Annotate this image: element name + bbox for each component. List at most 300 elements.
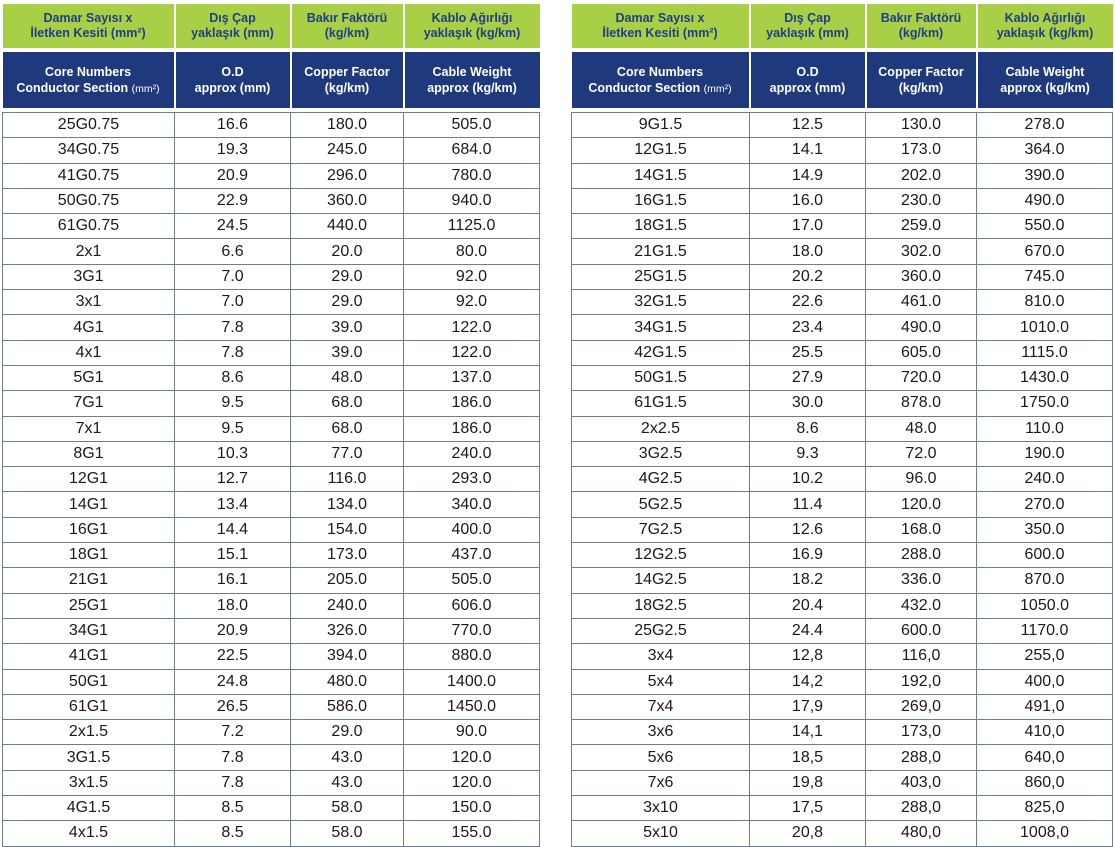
- core-numbers-cell: 4x1.5: [3, 821, 175, 846]
- core-numbers-cell: 3x1.5: [3, 770, 175, 795]
- cable-weight-cell: 340.0: [404, 492, 540, 517]
- table-row: [3, 264, 540, 289]
- cable-weight-cell: 825,0: [977, 796, 1113, 821]
- cable-weight-cell: 770.0: [404, 618, 540, 643]
- cable-weight-cell: 150.0: [404, 796, 540, 821]
- table-row: [3, 492, 540, 517]
- core-numbers-cell: 14G2.5: [572, 568, 750, 593]
- outer-diameter-cell: 25.5: [750, 340, 866, 365]
- core-numbers-header-tr: Damar Sayısı x İletken Kesiti (mm²): [3, 4, 175, 50]
- table-row: [572, 517, 1113, 542]
- copper-factor-cell: 720.0: [866, 365, 977, 390]
- core-numbers-cell: 8G1: [3, 441, 175, 466]
- header-row-turkish: [3, 4, 540, 50]
- outer-diameter-cell: 10.3: [175, 441, 291, 466]
- copper-factor-cell: 192,0: [866, 669, 977, 694]
- cable-weight-cell: 278.0: [977, 113, 1113, 138]
- cable-weight-cell: 860,0: [977, 770, 1113, 795]
- cable-weight-header-tr: Kablo Ağırlığı yaklaşık (kg/km): [404, 4, 540, 50]
- outer-diameter-cell: 8.6: [750, 416, 866, 441]
- copper-factor-header-en: Copper Factor (kg/km): [866, 50, 977, 108]
- table-row: [572, 188, 1113, 213]
- header-row-english: [572, 50, 1113, 108]
- core-numbers-cell: 14G1: [3, 492, 175, 517]
- cable-weight-cell: 190.0: [977, 441, 1113, 466]
- copper-factor-cell: 48.0: [291, 365, 404, 390]
- core-numbers-cell: 16G1: [3, 517, 175, 542]
- copper-factor-cell: 240.0: [291, 593, 404, 618]
- core-numbers-cell: 4x1: [3, 340, 175, 365]
- table-row: [3, 290, 540, 315]
- table-row: [3, 315, 540, 340]
- table-row: [3, 694, 540, 719]
- core-numbers-cell: 41G0.75: [3, 163, 175, 188]
- cable-weight-cell: 880.0: [404, 644, 540, 669]
- core-numbers-cell: 4G1.5: [3, 796, 175, 821]
- core-numbers-cell: 50G1: [3, 669, 175, 694]
- outer-diameter-cell: 20.2: [750, 264, 866, 289]
- outer-diameter-cell: 6.6: [175, 239, 291, 264]
- table-row: [3, 720, 540, 745]
- table-row: [572, 214, 1113, 239]
- cable-weight-cell: 186.0: [404, 416, 540, 441]
- copper-factor-cell: 116.0: [291, 467, 404, 492]
- copper-factor-cell: 480,0: [866, 821, 977, 846]
- outer-diameter-cell: 18,5: [750, 745, 866, 770]
- copper-factor-cell: 336.0: [866, 568, 977, 593]
- outer-diameter-cell: 19.3: [175, 138, 291, 163]
- outer-diameter-cell: 16.9: [750, 543, 866, 568]
- core-numbers-cell: 3x1: [3, 290, 175, 315]
- core-numbers-cell: 61G1: [3, 694, 175, 719]
- copper-factor-header-en: Copper Factor (kg/km): [291, 50, 404, 108]
- core-numbers-cell: 3G1.5: [3, 745, 175, 770]
- copper-factor-cell: 461.0: [866, 290, 977, 315]
- copper-factor-cell: 68.0: [291, 391, 404, 416]
- table-row: [572, 770, 1113, 795]
- copper-factor-cell: 600.0: [866, 618, 977, 643]
- table-body: [572, 108, 1113, 846]
- cable-weight-cell: 255,0: [977, 644, 1113, 669]
- core-numbers-cell: 2x1: [3, 239, 175, 264]
- copper-factor-cell: 48.0: [866, 416, 977, 441]
- table-row: [3, 163, 540, 188]
- cable-weight-cell: 1125.0: [404, 214, 540, 239]
- cable-weight-cell: 122.0: [404, 340, 540, 365]
- table-header: [3, 4, 540, 108]
- cable-weight-cell: 92.0: [404, 264, 540, 289]
- table-row: [572, 163, 1113, 188]
- core-numbers-cell: 18G1: [3, 543, 175, 568]
- cable-weight-cell: 1010.0: [977, 315, 1113, 340]
- outer-diameter-cell: 17,9: [750, 694, 866, 719]
- outer-diameter-cell: 18.0: [750, 239, 866, 264]
- core-numbers-cell: 7G1: [3, 391, 175, 416]
- outer-diameter-cell: 9.5: [175, 416, 291, 441]
- table-row: [572, 720, 1113, 745]
- outer-diameter-cell: 22.6: [750, 290, 866, 315]
- core-numbers-cell: 21G1.5: [572, 239, 750, 264]
- outer-diameter-cell: 14.4: [175, 517, 291, 542]
- table-row: [572, 644, 1113, 669]
- core-numbers-cell: 2x2.5: [572, 416, 750, 441]
- cable-weight-cell: 940.0: [404, 188, 540, 213]
- core-numbers-cell: 18G2.5: [572, 593, 750, 618]
- outer-diameter-cell: 30.0: [750, 391, 866, 416]
- cable-weight-cell: 155.0: [404, 821, 540, 846]
- table-row: [572, 340, 1113, 365]
- outer-diameter-header-tr: Dış Çap yaklaşık (mm): [175, 4, 291, 50]
- copper-factor-cell: 43.0: [291, 770, 404, 795]
- table-row: [572, 618, 1113, 643]
- cable-weight-cell: 122.0: [404, 315, 540, 340]
- outer-diameter-cell: 17,5: [750, 796, 866, 821]
- cable-weight-cell: 390.0: [977, 163, 1113, 188]
- table-row: [572, 138, 1113, 163]
- outer-diameter-cell: 20.9: [175, 618, 291, 643]
- outer-diameter-cell: 20.9: [175, 163, 291, 188]
- core-numbers-cell: 25G2.5: [572, 618, 750, 643]
- outer-diameter-cell: 16.1: [175, 568, 291, 593]
- table-row: [572, 745, 1113, 770]
- copper-factor-cell: 205.0: [291, 568, 404, 593]
- outer-diameter-cell: 8.5: [175, 821, 291, 846]
- copper-factor-cell: 72.0: [866, 441, 977, 466]
- copper-factor-cell: 29.0: [291, 264, 404, 289]
- cable-weight-cell: 110.0: [977, 416, 1113, 441]
- table-row: [572, 416, 1113, 441]
- copper-factor-cell: 432.0: [866, 593, 977, 618]
- core-numbers-cell: 3x10: [572, 796, 750, 821]
- outer-diameter-cell: 8.5: [175, 796, 291, 821]
- cable-weight-cell: 1450.0: [404, 694, 540, 719]
- table-row: [3, 416, 540, 441]
- header-row-english: [3, 50, 540, 108]
- cable-weight-cell: 1050.0: [977, 593, 1113, 618]
- cable-weight-cell: 240.0: [977, 467, 1113, 492]
- cable-weight-cell: 350.0: [977, 517, 1113, 542]
- copper-factor-cell: 245.0: [291, 138, 404, 163]
- core-numbers-cell: 25G0.75: [3, 113, 175, 138]
- table-row: [572, 239, 1113, 264]
- table-row: [572, 365, 1113, 390]
- table-row: [3, 669, 540, 694]
- cable-weight-cell: 745.0: [977, 264, 1113, 289]
- cable-weight-cell: 364.0: [977, 138, 1113, 163]
- copper-factor-cell: 116,0: [866, 644, 977, 669]
- outer-diameter-cell: 20,8: [750, 821, 866, 846]
- outer-diameter-cell: 16.0: [750, 188, 866, 213]
- core-numbers-cell: 12G1.5: [572, 138, 750, 163]
- core-numbers-cell: 21G1: [3, 568, 175, 593]
- core-numbers-cell: 61G1.5: [572, 391, 750, 416]
- core-numbers-cell: 7x1: [3, 416, 175, 441]
- cable-weight-cell: 293.0: [404, 467, 540, 492]
- table-row: [572, 821, 1113, 846]
- core-numbers-cell: 9G1.5: [572, 113, 750, 138]
- cable-weight-cell: 550.0: [977, 214, 1113, 239]
- copper-factor-cell: 58.0: [291, 821, 404, 846]
- cable-weight-cell: 505.0: [404, 568, 540, 593]
- table-row: [572, 593, 1113, 618]
- core-numbers-cell: 7x4: [572, 694, 750, 719]
- cable-weight-cell: 410,0: [977, 720, 1113, 745]
- table-row: [572, 290, 1113, 315]
- table-row: [3, 441, 540, 466]
- copper-factor-cell: 878.0: [866, 391, 977, 416]
- table-body: [3, 108, 540, 846]
- core-numbers-cell: 41G1: [3, 644, 175, 669]
- table-row: [572, 264, 1113, 289]
- outer-diameter-cell: 11.4: [750, 492, 866, 517]
- core-numbers-header-en: Core Numbers Conductor Section (mm²): [3, 50, 175, 108]
- copper-factor-cell: 130.0: [866, 113, 977, 138]
- core-numbers-cell: 25G1.5: [572, 264, 750, 289]
- copper-factor-cell: 68.0: [291, 416, 404, 441]
- core-numbers-header-tr: Damar Sayısı x İletken Kesiti (mm²): [572, 4, 750, 50]
- table-row: [572, 568, 1113, 593]
- core-numbers-cell: 3G2.5: [572, 441, 750, 466]
- copper-factor-cell: 77.0: [291, 441, 404, 466]
- outer-diameter-cell: 18.2: [750, 568, 866, 593]
- copper-factor-cell: 39.0: [291, 315, 404, 340]
- cable-weight-cell: 1008,0: [977, 821, 1113, 846]
- copper-factor-cell: 394.0: [291, 644, 404, 669]
- outer-diameter-cell: 22.9: [175, 188, 291, 213]
- outer-diameter-cell: 24.5: [175, 214, 291, 239]
- cable-weight-cell: 490.0: [977, 188, 1113, 213]
- cable-weight-cell: 400.0: [404, 517, 540, 542]
- core-numbers-cell: 61G0.75: [3, 214, 175, 239]
- cable-table-right: [571, 4, 1113, 847]
- copper-factor-cell: 296.0: [291, 163, 404, 188]
- outer-diameter-cell: 27.9: [750, 365, 866, 390]
- cable-weight-cell: 1400.0: [404, 669, 540, 694]
- table-row: [3, 543, 540, 568]
- table-row: [3, 745, 540, 770]
- outer-diameter-cell: 7.8: [175, 745, 291, 770]
- cable-weight-header-en: Cable Weight approx (kg/km): [404, 50, 540, 108]
- outer-diameter-cell: 7.8: [175, 315, 291, 340]
- copper-factor-cell: 403,0: [866, 770, 977, 795]
- outer-diameter-cell: 12.6: [750, 517, 866, 542]
- copper-factor-cell: 605.0: [866, 340, 977, 365]
- outer-diameter-cell: 20.4: [750, 593, 866, 618]
- outer-diameter-cell: 19,8: [750, 770, 866, 795]
- cable-weight-cell: 1170.0: [977, 618, 1113, 643]
- cable-weight-cell: 670.0: [977, 239, 1113, 264]
- table-row: [572, 669, 1113, 694]
- outer-diameter-header-en: O.D approx (mm): [750, 50, 866, 108]
- table-row: [3, 340, 540, 365]
- copper-factor-cell: 180.0: [291, 113, 404, 138]
- copper-factor-cell: 173.0: [866, 138, 977, 163]
- copper-factor-cell: 29.0: [291, 290, 404, 315]
- cable-weight-header-en: Cable Weight approx (kg/km): [977, 50, 1113, 108]
- outer-diameter-header-en: O.D approx (mm): [175, 50, 291, 108]
- outer-diameter-cell: 7.8: [175, 770, 291, 795]
- copper-factor-cell: 302.0: [866, 239, 977, 264]
- copper-factor-cell: 154.0: [291, 517, 404, 542]
- table-row: [572, 543, 1113, 568]
- table-row: [572, 796, 1113, 821]
- copper-factor-cell: 360.0: [291, 188, 404, 213]
- outer-diameter-cell: 12.5: [750, 113, 866, 138]
- outer-diameter-cell: 9.3: [750, 441, 866, 466]
- copper-factor-header-tr: Bakır Faktörü (kg/km): [866, 4, 977, 50]
- table-row: [3, 568, 540, 593]
- outer-diameter-cell: 16.6: [175, 113, 291, 138]
- copper-factor-cell: 326.0: [291, 618, 404, 643]
- copper-factor-header-tr: Bakır Faktörü (kg/km): [291, 4, 404, 50]
- outer-diameter-cell: 9.5: [175, 391, 291, 416]
- copper-factor-cell: 134.0: [291, 492, 404, 517]
- outer-diameter-cell: 12.7: [175, 467, 291, 492]
- outer-diameter-cell: 7.0: [175, 290, 291, 315]
- outer-diameter-cell: 14,2: [750, 669, 866, 694]
- outer-diameter-cell: 13.4: [175, 492, 291, 517]
- cable-weight-cell: 92.0: [404, 290, 540, 315]
- table-row: [3, 618, 540, 643]
- outer-diameter-cell: 15.1: [175, 543, 291, 568]
- core-numbers-cell: 5G1: [3, 365, 175, 390]
- core-numbers-cell: 2x1.5: [3, 720, 175, 745]
- cable-weight-cell: 491,0: [977, 694, 1113, 719]
- table-row: [572, 113, 1113, 138]
- table-row: [3, 188, 540, 213]
- cable-weight-cell: 1115.0: [977, 340, 1113, 365]
- copper-factor-cell: 96.0: [866, 467, 977, 492]
- outer-diameter-cell: 23.4: [750, 315, 866, 340]
- cable-weight-header-tr: Kablo Ağırlığı yaklaşık (kg/km): [977, 4, 1113, 50]
- copper-factor-cell: 58.0: [291, 796, 404, 821]
- outer-diameter-cell: 7.2: [175, 720, 291, 745]
- table-header: [572, 4, 1113, 108]
- outer-diameter-cell: 14.1: [750, 138, 866, 163]
- core-numbers-cell: 50G0.75: [3, 188, 175, 213]
- cable-weight-cell: 437.0: [404, 543, 540, 568]
- cable-weight-cell: 1430.0: [977, 365, 1113, 390]
- core-numbers-cell: 18G1.5: [572, 214, 750, 239]
- core-numbers-cell: 12G1: [3, 467, 175, 492]
- outer-diameter-cell: 12,8: [750, 644, 866, 669]
- copper-factor-cell: 230.0: [866, 188, 977, 213]
- copper-factor-cell: 288,0: [866, 796, 977, 821]
- cable-weight-cell: 684.0: [404, 138, 540, 163]
- outer-diameter-cell: 26.5: [175, 694, 291, 719]
- header-row-turkish: [572, 4, 1113, 50]
- cable-weight-cell: 90.0: [404, 720, 540, 745]
- core-numbers-cell: 3x4: [572, 644, 750, 669]
- copper-factor-cell: 360.0: [866, 264, 977, 289]
- cable-weight-cell: 120.0: [404, 745, 540, 770]
- core-numbers-cell: 7G2.5: [572, 517, 750, 542]
- core-numbers-cell: 7x6: [572, 770, 750, 795]
- cable-weight-cell: 780.0: [404, 163, 540, 188]
- cable-weight-cell: 240.0: [404, 441, 540, 466]
- copper-factor-cell: 173.0: [291, 543, 404, 568]
- core-numbers-cell: 5G2.5: [572, 492, 750, 517]
- core-numbers-cell: 32G1.5: [572, 290, 750, 315]
- copper-factor-cell: 288.0: [866, 543, 977, 568]
- table-row: [3, 796, 540, 821]
- table-row: [572, 492, 1113, 517]
- core-numbers-cell: 4G1: [3, 315, 175, 340]
- core-numbers-cell: 5x4: [572, 669, 750, 694]
- copper-factor-cell: 120.0: [866, 492, 977, 517]
- copper-factor-cell: 586.0: [291, 694, 404, 719]
- outer-diameter-cell: 7.8: [175, 340, 291, 365]
- core-numbers-cell: 34G0.75: [3, 138, 175, 163]
- table-row: [3, 770, 540, 795]
- outer-diameter-cell: 10.2: [750, 467, 866, 492]
- table-row: [3, 593, 540, 618]
- cable-weight-cell: 120.0: [404, 770, 540, 795]
- table-row: [3, 138, 540, 163]
- core-numbers-cell: 3G1: [3, 264, 175, 289]
- outer-diameter-cell: 22.5: [175, 644, 291, 669]
- copper-factor-cell: 269,0: [866, 694, 977, 719]
- copper-factor-cell: 39.0: [291, 340, 404, 365]
- outer-diameter-cell: 18.0: [175, 593, 291, 618]
- outer-diameter-cell: 24.4: [750, 618, 866, 643]
- core-numbers-cell: 34G1: [3, 618, 175, 643]
- copper-factor-cell: 202.0: [866, 163, 977, 188]
- cable-weight-cell: 270.0: [977, 492, 1113, 517]
- table-row: [572, 315, 1113, 340]
- cable-weight-cell: 1750.0: [977, 391, 1113, 416]
- core-numbers-header-en: Core Numbers Conductor Section (mm²): [572, 50, 750, 108]
- table-row: [3, 517, 540, 542]
- copper-factor-cell: 288,0: [866, 745, 977, 770]
- outer-diameter-cell: 17.0: [750, 214, 866, 239]
- core-numbers-cell: 14G1.5: [572, 163, 750, 188]
- core-numbers-cell: 25G1: [3, 593, 175, 618]
- core-numbers-cell: 16G1.5: [572, 188, 750, 213]
- table-row: [572, 441, 1113, 466]
- core-numbers-cell: 50G1.5: [572, 365, 750, 390]
- table-row: [572, 391, 1113, 416]
- copper-factor-cell: 43.0: [291, 745, 404, 770]
- outer-diameter-cell: 8.6: [175, 365, 291, 390]
- table-row: [3, 821, 540, 846]
- cable-weight-cell: 186.0: [404, 391, 540, 416]
- copper-factor-cell: 259.0: [866, 214, 977, 239]
- cable-weight-cell: 810.0: [977, 290, 1113, 315]
- outer-diameter-cell: 24.8: [175, 669, 291, 694]
- table-row: [572, 467, 1113, 492]
- copper-factor-cell: 440.0: [291, 214, 404, 239]
- copper-factor-cell: 20.0: [291, 239, 404, 264]
- cable-weight-cell: 600.0: [977, 543, 1113, 568]
- table-row: [3, 467, 540, 492]
- outer-diameter-cell: 7.0: [175, 264, 291, 289]
- core-numbers-cell: 42G1.5: [572, 340, 750, 365]
- copper-factor-cell: 168.0: [866, 517, 977, 542]
- cable-table-left: [2, 4, 540, 847]
- cable-weight-cell: 80.0: [404, 239, 540, 264]
- table-row: [3, 391, 540, 416]
- copper-factor-cell: 29.0: [291, 720, 404, 745]
- core-numbers-cell: 5x6: [572, 745, 750, 770]
- cable-weight-cell: 400,0: [977, 669, 1113, 694]
- core-numbers-cell: 3x6: [572, 720, 750, 745]
- outer-diameter-header-tr: Dış Çap yaklaşık (mm): [750, 4, 866, 50]
- table-row: [3, 214, 540, 239]
- copper-factor-cell: 490.0: [866, 315, 977, 340]
- table-row: [572, 694, 1113, 719]
- table-row: [3, 239, 540, 264]
